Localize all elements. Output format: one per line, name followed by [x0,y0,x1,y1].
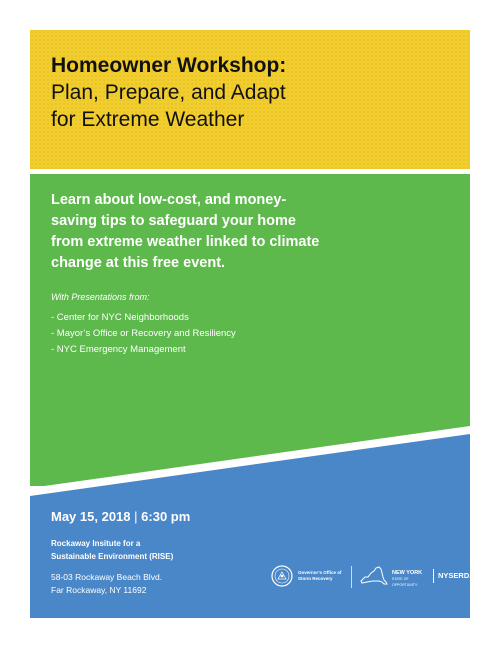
nyserda-logo: NYSERDA [438,571,475,580]
nys-line: OPPORTUNITY. [392,583,418,587]
date-separator: | [134,509,138,524]
intro-lead-text: Learn about low-cost, and money-saving tips to safeguard your home from extreme weather linked to climate change at this free event. [51,192,320,271]
presenter-item: - NYC Emergency Management [51,344,186,355]
logo-separator [433,569,434,583]
venue-line: Rockaway Insitute for a [51,539,141,548]
nys-line: NEW YORK [392,570,423,576]
nys-logo-text [392,570,422,588]
gosr-line: Governor’s Office of [298,570,342,575]
workshop-subtitle-line-2: for Extreme Weather [51,108,245,131]
address-line: Far Rockaway, NY 11692 [51,585,147,595]
logo-separator [351,566,352,588]
workshop-subtitle-line-1: Plan, Prepare, and Adapt [51,81,286,104]
gosr-line: Storm Recovery [298,575,333,581]
venue-name [51,537,173,563]
state-seal-icon [271,565,293,587]
presentations-label: With Presentations from: [51,292,150,302]
event-date-time [51,509,190,524]
presenter-item: - Mayor’s Office or Recovery and Resiliency [51,328,236,339]
presenters-list [51,310,236,358]
gosr-logo-text [298,570,342,581]
workshop-title: Homeowner Workshop: [51,54,287,77]
venue-line: Sustainable Environment (RISE) [51,552,174,561]
new-york-state-map-icon [359,565,389,587]
event-time: 6:30 pm [141,509,191,524]
venue-address [51,571,162,597]
address-line: 58-03 Rockaway Beach Blvd. [51,572,163,582]
presenter-item: - Center for NYC Neighborhoods [51,312,189,323]
nys-line: STATE OF [392,577,409,581]
event-date: May 15, 2018 [51,509,131,524]
